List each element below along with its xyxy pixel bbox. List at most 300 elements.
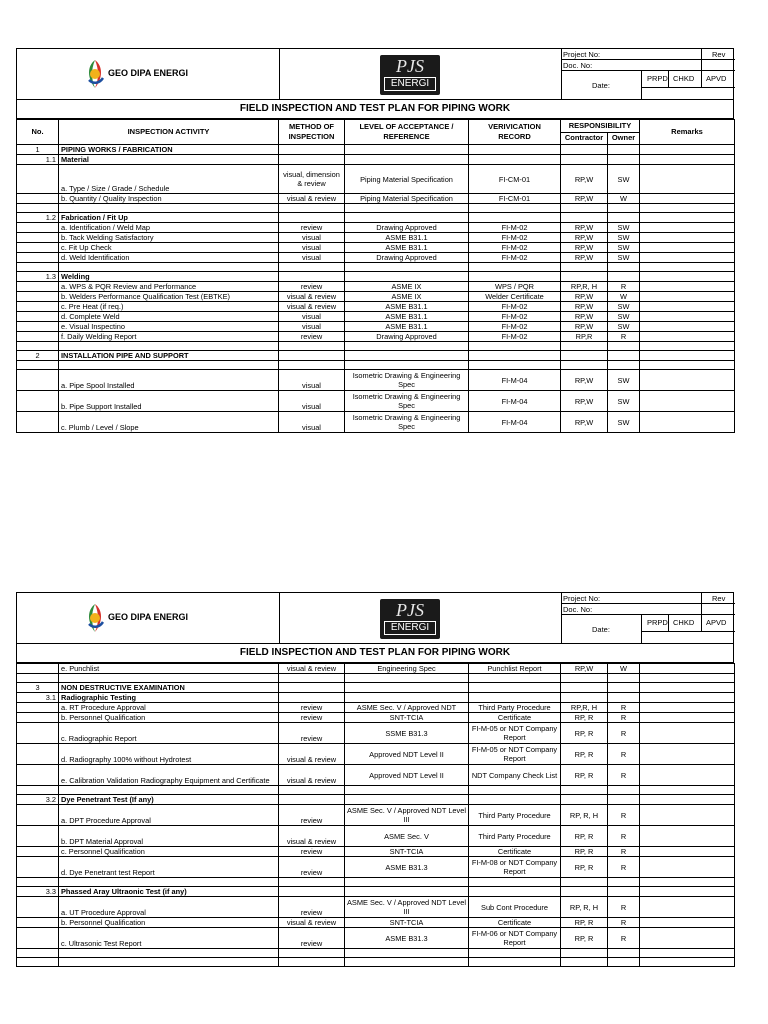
verification-record: NDT Company Check List [469,765,561,786]
inspection-activity: c. Radiographic Report [59,723,279,744]
table-row [17,765,735,786]
method-of-inspection: visual & review [279,918,345,928]
owner-responsibility: W [608,194,640,204]
owner-responsibility [608,155,640,165]
row-number: 3.3 [17,887,59,897]
owner-responsibility: SW [608,165,640,194]
inspection-activity: c. Fit Up Check [59,243,279,253]
acceptance-reference: ASME B31.1 [345,302,469,312]
row-number: 1.2 [17,213,59,223]
remarks [640,165,735,194]
verification-record [469,263,561,272]
owner-responsibility [608,361,640,370]
acceptance-reference: ASME B31.1 [345,233,469,243]
owner-logo-area [17,593,280,643]
verification-record [469,351,561,361]
contractor-responsibility: RP, R [561,713,608,723]
remarks [640,253,735,263]
verification-record [469,958,561,967]
row-number [17,674,59,683]
remarks [640,322,735,332]
sheet-header [16,48,734,99]
method-of-inspection: visual & review [279,194,345,204]
inspection-activity: Fabrication / Fit Up [59,213,279,223]
acceptance-reference: SNT-TCIA [345,918,469,928]
contractor-responsibility: RP,W [561,243,608,253]
verification-record [469,786,561,795]
remarks [640,674,735,683]
company-name: GEO DIPA ENERGI [108,612,189,622]
contractor-logo-area [279,593,562,643]
acceptance-reference [345,361,469,370]
row-number: 3.2 [17,795,59,805]
inspection-activity: b. Pipe Support Installed [59,391,279,412]
contractor-responsibility [561,887,608,897]
inspection-activity: b. Personnel Qualification [59,918,279,928]
table-row [17,322,735,332]
inspection-activity: e. Visual Inspectino [59,322,279,332]
inspection-activity: d. Radiography 100% without Hydrotest [59,744,279,765]
acceptance-reference: SSME B31.3 [345,723,469,744]
method-of-inspection [279,342,345,351]
method-of-inspection: visual [279,253,345,263]
row-number [17,332,59,342]
table-row [17,928,735,949]
inspection-activity: c. Ultrasonic Test Report [59,928,279,949]
acceptance-reference: Isometric Drawing & Engineering Spec [345,391,469,412]
verification-record: FI-M-08 or NDT Company Report [469,857,561,878]
contractor-responsibility: RP,W [561,302,608,312]
inspection-activity [59,949,279,958]
acceptance-reference: ASME B31.3 [345,928,469,949]
table-row [17,664,735,674]
method-of-inspection [279,263,345,272]
verification-record: Third Party Procedure [469,826,561,847]
method-of-inspection [279,361,345,370]
table-row [17,391,735,412]
row-number [17,744,59,765]
table-row [17,351,735,361]
remarks [640,847,735,857]
verification-record: Third Party Procedure [469,805,561,826]
document-meta: Project No: Rev Doc. No: Date: PRPD CHKD APVD [561,49,735,99]
acceptance-reference [345,795,469,805]
row-number [17,263,59,272]
verification-record: FI-M-02 [469,243,561,253]
owner-responsibility: SW [608,253,640,263]
inspection-activity [59,674,279,683]
contractor-responsibility [561,949,608,958]
remarks [640,723,735,744]
owner-responsibility: SW [608,322,640,332]
row-number [17,243,59,253]
contractor-responsibility: RP,W [561,370,608,391]
remarks [640,233,735,243]
sheet-2 [16,592,734,967]
inspection-activity: a. UT Procedure Approval [59,897,279,918]
contractor-responsibility [561,674,608,683]
verification-record: FI-CM-01 [469,194,561,204]
inspection-activity: f. Daily Welding Report [59,332,279,342]
owner-responsibility: R [608,857,640,878]
owner-responsibility: R [608,928,640,949]
table-row [17,847,735,857]
contractor-responsibility: RP, R [561,928,608,949]
verification-record: FI-CM-01 [469,165,561,194]
table-row [17,361,735,370]
contractor-responsibility [561,795,608,805]
contractor-responsibility [561,693,608,703]
contractor-responsibility: RP,W [561,412,608,433]
owner-responsibility [608,145,640,155]
inspection-activity: c. Plumb / Level / Slope [59,412,279,433]
method-of-inspection: visual, dimension & review [279,165,345,194]
table-row [17,213,735,223]
contractor-responsibility: RP,W [561,223,608,233]
remarks [640,223,735,233]
acceptance-reference: ASME B31.3 [345,857,469,878]
owner-logo-area [17,49,280,99]
contractor-responsibility [561,263,608,272]
method-of-inspection [279,351,345,361]
owner-responsibility: R [608,826,640,847]
owner-responsibility: SW [608,370,640,391]
row-number: 3 [17,683,59,693]
verification-record: Certificate [469,847,561,857]
owner-responsibility [608,683,640,693]
contractor-responsibility: RP,W [561,292,608,302]
acceptance-reference [345,204,469,213]
row-number [17,253,59,263]
inspection-activity: Welding [59,272,279,282]
owner-responsibility [608,887,640,897]
remarks [640,713,735,723]
row-number [17,897,59,918]
table-row [17,332,735,342]
contractor-responsibility: RP,W [561,664,608,674]
verification-record: FI-M-02 [469,322,561,332]
owner-responsibility: R [608,703,640,713]
inspection-activity [59,958,279,967]
remarks [640,204,735,213]
owner-responsibility: R [608,847,640,857]
owner-responsibility: SW [608,412,640,433]
method-of-inspection: visual & review [279,765,345,786]
row-number [17,703,59,713]
row-number [17,342,59,351]
acceptance-reference [345,272,469,282]
acceptance-reference [345,213,469,223]
remarks [640,949,735,958]
method-of-inspection [279,878,345,887]
table-row [17,703,735,713]
verification-record [469,674,561,683]
row-number [17,322,59,332]
row-number [17,857,59,878]
inspection-activity: d. Complete Weld [59,312,279,322]
table-row [17,263,735,272]
verification-record: WPS / PQR [469,282,561,292]
remarks [640,897,735,918]
acceptance-reference: SNT-TCIA [345,713,469,723]
verification-record: FI-M-02 [469,223,561,233]
verification-record [469,361,561,370]
method-of-inspection: visual & review [279,292,345,302]
inspection-activity: a. Type / Size / Grade / Schedule [59,165,279,194]
contractor-responsibility: RP, R [561,847,608,857]
method-of-inspection: review [279,897,345,918]
verification-record [469,795,561,805]
method-of-inspection [279,887,345,897]
inspection-activity: e. Calibration Validation Radiography Equipment and Certificate [59,765,279,786]
inspection-activity: a. Pipe Spool Installed [59,370,279,391]
row-number [17,826,59,847]
owner-responsibility: W [608,292,640,302]
contractor-responsibility [561,683,608,693]
acceptance-reference [345,693,469,703]
contractor-responsibility: RP,W [561,233,608,243]
contractor-responsibility: RP,R, H [561,282,608,292]
remarks [640,918,735,928]
verification-record [469,949,561,958]
acceptance-reference [345,342,469,351]
table-row [17,302,735,312]
remarks [640,351,735,361]
owner-responsibility [608,204,640,213]
row-number [17,918,59,928]
table-row [17,723,735,744]
remarks [640,155,735,165]
owner-responsibility [608,786,640,795]
row-number [17,847,59,857]
remarks [640,826,735,847]
table-row [17,693,735,703]
method-of-inspection [279,213,345,223]
contractor-logo-area [279,49,562,99]
method-of-inspection: visual [279,233,345,243]
table-row [17,342,735,351]
owner-responsibility: R [608,765,640,786]
contractor-responsibility: RP, R [561,723,608,744]
remarks [640,361,735,370]
method-of-inspection: visual & review [279,744,345,765]
method-of-inspection [279,674,345,683]
inspection-activity: b. Welders Performance Qualification Test (EBTKE) [59,292,279,302]
method-of-inspection: review [279,282,345,292]
method-of-inspection: visual & review [279,302,345,312]
verification-record [469,155,561,165]
inspection-activity: c. Personnel Qualification [59,847,279,857]
contractor-responsibility: RP, R [561,826,608,847]
method-of-inspection: visual [279,312,345,322]
owner-responsibility: SW [608,243,640,253]
table-row [17,412,735,433]
method-of-inspection: visual [279,322,345,332]
remarks [640,282,735,292]
contractor-responsibility: RP,W [561,165,608,194]
row-number [17,194,59,204]
verification-record: FI-M-02 [469,302,561,312]
table-row [17,155,735,165]
acceptance-reference: ASME Sec. V [345,826,469,847]
contractor-responsibility [561,361,608,370]
owner-responsibility: R [608,713,640,723]
remarks [640,391,735,412]
method-of-inspection: visual [279,243,345,253]
verification-record [469,204,561,213]
method-of-inspection [279,786,345,795]
acceptance-reference [345,958,469,967]
table-row [17,674,735,683]
row-number [17,223,59,233]
remarks [640,805,735,826]
remarks [640,243,735,253]
row-number [17,391,59,412]
row-number [17,928,59,949]
acceptance-reference: Approved NDT Level II [345,744,469,765]
inspection-activity: a. RT Procedure Approval [59,703,279,713]
table-row [17,918,735,928]
method-of-inspection: visual [279,391,345,412]
owner-responsibility: R [608,744,640,765]
acceptance-reference [345,674,469,683]
table-row [17,204,735,213]
row-number: 2 [17,351,59,361]
contractor-responsibility: RP,R [561,332,608,342]
acceptance-reference: ASME B31.1 [345,322,469,332]
method-of-inspection [279,204,345,213]
owner-responsibility: SW [608,233,640,243]
inspection-activity: d. Weld Identification [59,253,279,263]
remarks [640,145,735,155]
row-number [17,713,59,723]
owner-responsibility [608,958,640,967]
table-row [17,795,735,805]
owner-responsibility: R [608,805,640,826]
acceptance-reference: ASME IX [345,292,469,302]
inspection-activity [59,263,279,272]
verification-record: FI-M-05 or NDT Company Report [469,744,561,765]
table-row [17,857,735,878]
contractor-responsibility: RP,W [561,253,608,263]
sheet-header [16,592,734,643]
owner-responsibility [608,272,640,282]
owner-responsibility: R [608,918,640,928]
inspection-activity: b. Tack Welding Satisfactory [59,233,279,243]
inspection-activity [59,361,279,370]
verification-record: FI-M-06 or NDT Company Report [469,928,561,949]
inspection-activity: e. Punchlist [59,664,279,674]
acceptance-reference: ASME Sec. V / Approved NDT Level III [345,805,469,826]
acceptance-reference [345,786,469,795]
method-of-inspection: review [279,928,345,949]
verification-record: FI-M-02 [469,253,561,263]
contractor-responsibility: RP, R [561,857,608,878]
table-row [17,292,735,302]
method-of-inspection: visual [279,370,345,391]
table-row [17,272,735,282]
acceptance-reference [345,155,469,165]
table-row [17,949,735,958]
method-of-inspection [279,958,345,967]
remarks [640,272,735,282]
acceptance-reference [345,351,469,361]
table-row [17,253,735,263]
owner-responsibility: SW [608,302,640,312]
method-of-inspection [279,683,345,693]
acceptance-reference: Drawing Approved [345,253,469,263]
table-row [17,805,735,826]
owner-responsibility: SW [608,223,640,233]
itp-rows-1 [17,145,735,433]
row-number [17,361,59,370]
row-number [17,958,59,967]
contractor-responsibility [561,958,608,967]
inspection-activity: Phassed Aray Ultraonic Test (if any) [59,887,279,897]
table-row [17,233,735,243]
acceptance-reference: ASME IX [345,282,469,292]
owner-responsibility [608,674,640,683]
method-of-inspection [279,795,345,805]
verification-record: FI-M-04 [469,391,561,412]
row-number [17,765,59,786]
table-row [17,713,735,723]
verification-record: Punchlist Report [469,664,561,674]
contractor-responsibility [561,145,608,155]
inspection-activity [59,204,279,213]
verification-record: Certificate [469,713,561,723]
row-number [17,412,59,433]
method-of-inspection: visual & review [279,664,345,674]
remarks [640,703,735,713]
inspection-activity: Radiographic Testing [59,693,279,703]
acceptance-reference [345,887,469,897]
remarks [640,194,735,204]
remarks [640,412,735,433]
remarks [640,878,735,887]
owner-responsibility [608,693,640,703]
remarks [640,958,735,967]
owner-responsibility: R [608,332,640,342]
method-of-inspection: visual & review [279,826,345,847]
acceptance-reference [345,878,469,887]
remarks [640,928,735,949]
row-number [17,786,59,795]
contractor-responsibility [561,272,608,282]
verification-record [469,693,561,703]
remarks [640,332,735,342]
verification-record [469,878,561,887]
inspection-activity [59,342,279,351]
table-row [17,786,735,795]
contractor-responsibility: RP,W [561,194,608,204]
acceptance-reference: Piping Material Specification [345,165,469,194]
remarks [640,263,735,272]
verification-record: FI-M-02 [469,233,561,243]
owner-responsibility [608,213,640,223]
acceptance-reference: Approved NDT Level II [345,765,469,786]
contractor-responsibility: RP, R, H [561,805,608,826]
owner-responsibility: R [608,897,640,918]
table-row [17,887,735,897]
inspection-activity: b. DPT Material Approval [59,826,279,847]
owner-responsibility [608,878,640,887]
row-number [17,292,59,302]
method-of-inspection [279,155,345,165]
remarks [640,213,735,223]
remarks [640,693,735,703]
inspection-activity: PIPING WORKS / FABRICATION [59,145,279,155]
